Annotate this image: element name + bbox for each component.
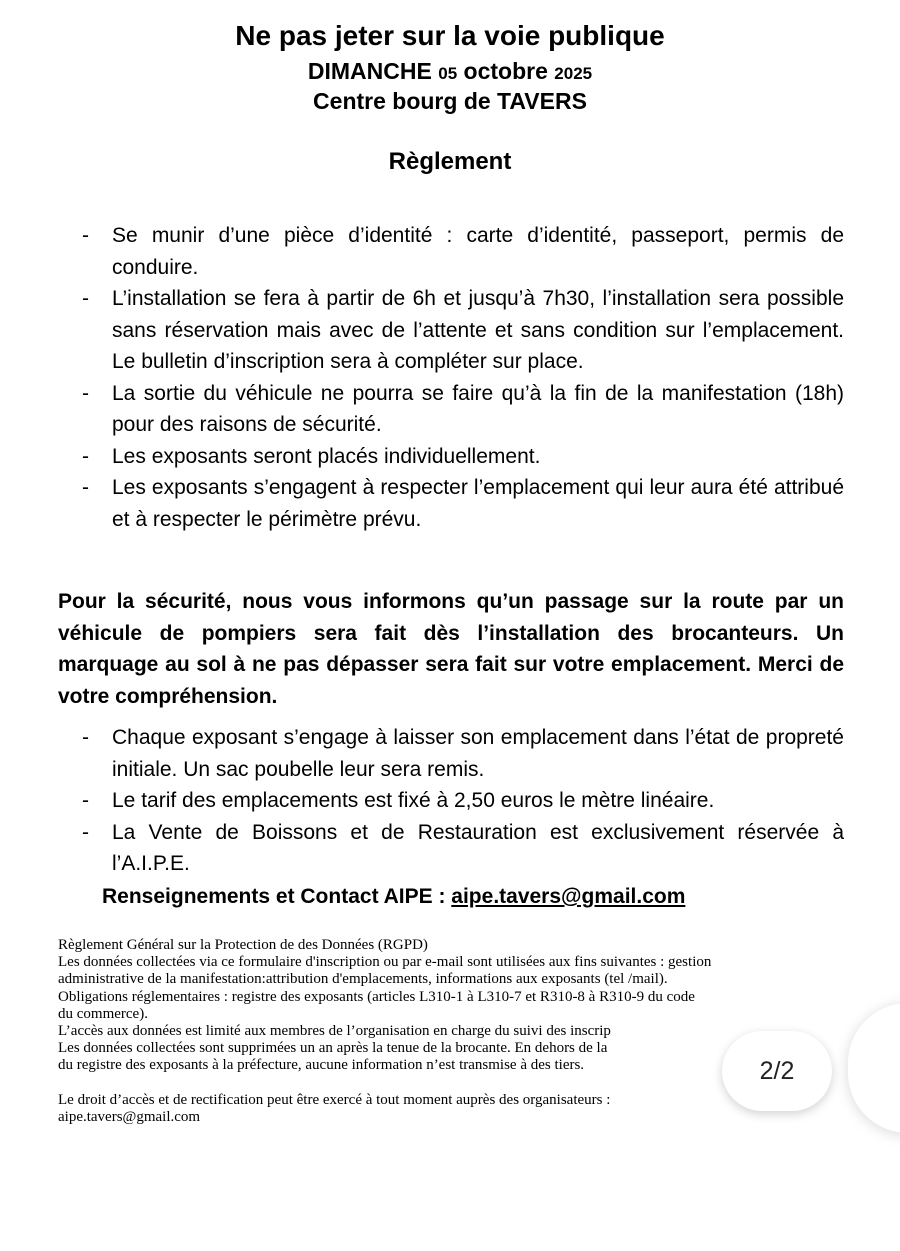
list-item: - Se munir d’une pièce d’identité : carte d’identité, passeport, permis de conduire. (82, 220, 844, 283)
rgpd-line: Règlement Général sur la Protection de des Données (RGPD) (58, 937, 428, 953)
section-title: Règlement (388, 148, 512, 175)
contact-label: Renseignements et Contact AIPE : (102, 885, 452, 908)
list-item: - Les exposants s’engagent à respecter l’emplacement qui leur aura été attribué et à respecter le périmètre prévu. (82, 472, 844, 535)
event-day: DIMANCHE (307, 58, 432, 84)
list-item: - La Vente de Boissons et de Restauration est exclusivement réservée à l’A.I.P.E. (82, 817, 844, 880)
rgpd-notice (58, 937, 844, 1126)
event-place: Centre bourg de TAVERS (313, 88, 587, 114)
rgpd-line: Les données collectées sont supprimées un an après la tenue de la brocante. En dehors de la (58, 1040, 608, 1057)
list-item: - Chaque exposant s’engage à laisser son emplacement dans l’état de propreté initiale. Un sac poubelle leur sera remis. (82, 722, 844, 785)
rgpd-line: aipe.tavers@gmail.com (58, 1108, 201, 1125)
rgpd-line: Obligations réglementaires : registre des exposants (articles L310-1 à L310-7 et R310-8 à R310-9 du code (58, 988, 695, 1005)
floating-edge-button[interactable] (848, 1003, 900, 1133)
rgpd-line: Les données collectées via ce formulaire d'inscription ou par e-mail sont utilisées aux fins suivantes : gestion (58, 954, 712, 971)
contact-email-link[interactable]: aipe.tavers@gmail.com (451, 885, 686, 908)
list-item: - La sortie du véhicule ne pourra se faire qu’à la fin de la manifestation (18h) pour des raisons de sécurité. (82, 378, 844, 441)
rgpd-line: L’accès aux données est limité aux membres de l’organisation en charge du suivi des inscrip (58, 1023, 611, 1040)
rgpd-line: du registre des exposants à la préfecture, aucune information n’est transmise à des tiers. (58, 1057, 585, 1074)
list-item: - Le tarif des emplacements est fixé à 2,50 euros le mètre linéaire. (82, 785, 844, 817)
safety-notice: Pour la sécurité, nous vous informons qu’un passage sur la route par un véhicule de pompiers sera fait dès l’installation des brocanteurs. Un marquage au sol à ne pas dépasser sera fait sur votre emplacement. Merci de votre compréhension. (58, 590, 844, 708)
rgpd-line: du commerce). (58, 1005, 148, 1022)
page-title: Ne pas jeter sur la voie publique (235, 20, 665, 51)
rules-list-1 (82, 220, 844, 535)
rgpd-line: administrative de la manifestation:attribution d'emplacements, informations aux exposants (tel /mail). (58, 971, 668, 988)
event-year: 2025 (554, 64, 593, 83)
rules-list-2 (82, 722, 844, 880)
list-item: - L’installation se fera à partir de 6h et jusqu’à 7h30, l’installation sera possible sans réservation mais avec de l’attente et sans condition sur l’emplacement. Le bulletin d’inscription sera à compléter sur place. (82, 283, 844, 378)
event-month: octobre (463, 58, 548, 84)
page-indicator[interactable]: 2/2 (722, 1031, 832, 1111)
list-item: - Les exposants seront placés individuellement. (82, 441, 844, 473)
rgpd-line: Le droit d’accès et de rectification peut être exercé à tout moment auprès des organisateurs : (58, 1091, 611, 1108)
event-date (0, 58, 900, 85)
contact-line (102, 885, 685, 909)
event-date-number: 05 (438, 64, 458, 83)
